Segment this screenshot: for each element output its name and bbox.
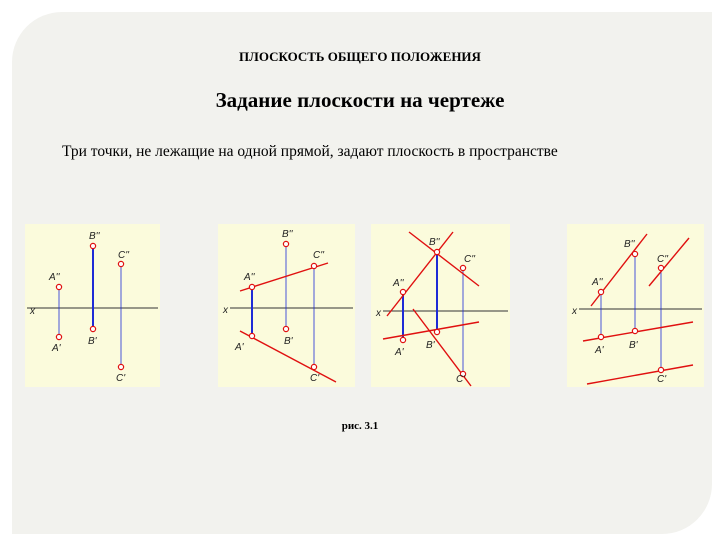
label-a2: A'' [592,277,603,288]
diagram-panel-intersecting-lines [371,224,510,387]
axis-label: x [30,306,35,317]
label-c2: C'' [464,254,476,265]
point-c1 [311,364,316,369]
point-a2 [598,289,603,294]
plane-line-front-1 [387,232,453,316]
point-a2 [400,289,405,294]
point-a2 [249,284,254,289]
point-a1 [249,333,254,338]
label-c2: C'' [657,254,669,265]
plane-line-front-2 [649,238,689,286]
label-b1: B' [629,340,638,351]
label-b1: B' [88,336,97,347]
label-c1: C' [310,373,320,384]
label-b2: B'' [624,239,635,250]
label-b1: B' [426,340,435,351]
point-b1 [632,328,637,333]
point-a2 [56,284,61,289]
label-c2: C'' [313,250,325,261]
plane-line-front-1 [591,234,647,306]
point-c2 [658,265,663,270]
point-c1 [118,364,123,369]
slide-subtitle: ПЛОСКОСТЬ ОБЩЕГО ПОЛОЖЕНИЯ [239,49,481,64]
diagram-panel-points [25,224,160,387]
point-b1 [90,326,95,331]
point-b1 [283,326,288,331]
label-b2: B'' [89,231,100,242]
label-a1: A' [235,342,244,353]
label-b2: B'' [429,237,440,248]
plane-line-top-1 [383,322,479,339]
label-a1: A' [595,345,604,356]
point-c2 [118,261,123,266]
label-b2: B'' [282,229,293,240]
label-a2: A'' [49,272,60,283]
axis-label: x [376,308,381,319]
point-b2 [632,251,637,256]
slide-description: Три точки, не лежащие на одной прямой, задают плоскость в пространстве [62,143,558,160]
point-a1 [400,337,405,342]
axis-label: x [223,305,228,316]
label-a2: A'' [244,272,255,283]
label-c2: C'' [118,250,130,261]
point-a1 [598,334,603,339]
point-c1 [658,367,663,372]
label-c1: C' [456,374,466,385]
figure-caption: рис. 3.1 [341,420,379,432]
diagram-panel-parallel-lines [567,224,704,387]
label-a1: A' [52,343,61,354]
label-c1: C' [116,373,126,384]
point-b1 [434,329,439,334]
diagram-panel-line-point [218,224,355,387]
point-b2 [283,241,288,246]
label-a2: A'' [393,278,404,289]
plane-line-top-2 [587,365,693,384]
axis-label: x [572,306,577,317]
label-b1: B' [284,336,293,347]
label-a1: A' [395,347,404,358]
point-b2 [434,249,439,254]
point-a1 [56,334,61,339]
slide-title: Задание плоскости на чертеже [215,88,505,112]
point-c2 [460,265,465,270]
label-c1: C' [657,374,667,385]
point-b2 [90,243,95,248]
point-c2 [311,263,316,268]
